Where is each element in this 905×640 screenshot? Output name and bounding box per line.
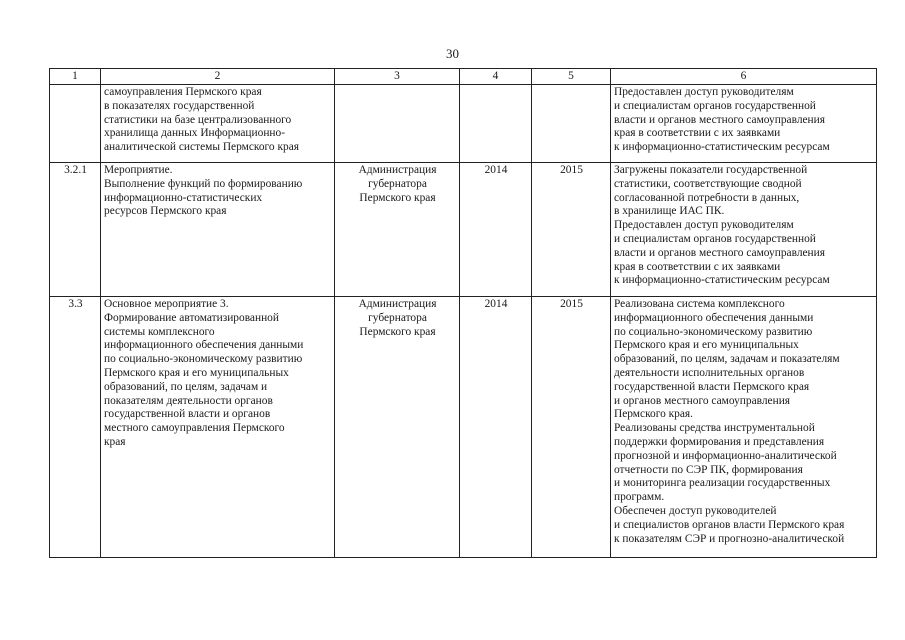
description-line: статистики на базе централизованного — [104, 113, 292, 126]
end-year — [532, 85, 611, 163]
description-line: по социально-экономическому развитию — [104, 353, 303, 366]
executor-line: губернатора — [368, 311, 427, 324]
result-line: и специалистов органов власти Пермского края — [614, 518, 845, 531]
description-line: в показателях государственной — [104, 99, 255, 112]
result-line: согласованной потребности в данных, — [614, 191, 800, 204]
table-row — [50, 163, 877, 297]
result-line: к показателям СЭР и прогнозно-аналитической — [614, 532, 845, 545]
description-line: аналитической системы Пермского края — [104, 141, 300, 154]
column-header: 5 — [532, 69, 611, 85]
executor-line: Администрация — [358, 298, 437, 310]
executor-line: Пермского края — [359, 191, 436, 204]
executor-cell — [335, 297, 460, 558]
description-line: информационного обеспечения данными — [104, 339, 304, 352]
table-header-row — [50, 69, 877, 85]
result-line: государственной власти Пермского края — [614, 380, 810, 393]
description-line: местного самоуправления Пермского — [104, 422, 285, 435]
description-line: Выполнение функций по формированию — [104, 177, 303, 190]
description-line: самоуправления Пермского края — [104, 86, 262, 98]
result-line: Реализованы средства инструментальной — [614, 422, 815, 435]
description-line: Основное мероприятие 3. — [104, 298, 229, 310]
result-line: по социально-экономическому развитию — [614, 325, 813, 338]
description-line: системы комплексного — [104, 325, 215, 338]
column-header: 6 — [611, 69, 877, 85]
result-line: и специалистам органов государственной — [614, 99, 816, 112]
row-number — [50, 85, 101, 163]
table-row — [50, 85, 877, 163]
result-line: в хранилище ИАС ПК. — [614, 205, 725, 218]
description-line: ресурсов Пермского края — [104, 205, 227, 218]
result-line: власти и органов местного самоуправления — [614, 113, 825, 126]
result-line: к информационно-статистическим ресурсам — [614, 141, 830, 154]
result-line: программ. — [614, 491, 665, 504]
executor-line: губернатора — [368, 177, 427, 190]
executor-cell — [335, 85, 460, 163]
executor-line: Администрация — [358, 164, 437, 176]
row-number: 3.2.1 — [50, 163, 101, 297]
expected-result — [611, 297, 877, 558]
result-line: информационного обеспечения данными — [614, 311, 814, 324]
description-line: Мероприятие. — [104, 164, 173, 176]
description-line: государственной власти и органов — [104, 408, 271, 421]
result-line: края в соответствии с их заявками — [614, 260, 781, 273]
activity-description — [101, 85, 335, 163]
column-header: 2 — [101, 69, 335, 85]
result-line: власти и органов местного самоуправления — [614, 246, 825, 259]
expected-result — [611, 163, 877, 297]
activity-description — [101, 163, 335, 297]
result-line: Пермского края и его муниципальных — [614, 339, 799, 352]
result-line: Предоставлен доступ руководителям — [614, 219, 794, 232]
result-line: и мониторинга реализации государственных — [614, 477, 831, 490]
table-row — [50, 297, 877, 558]
activities-table — [49, 68, 877, 558]
description-line: хранилища данных Информационно- — [104, 127, 286, 140]
executor-line: Пермского края — [359, 325, 436, 338]
result-line: края в соответствии с их заявками — [614, 127, 781, 140]
description-line: края — [104, 435, 126, 448]
result-line: Обеспечен доступ руководителей — [614, 504, 777, 517]
result-line: Загружены показатели государственной — [614, 164, 808, 176]
result-line: Предоставлен доступ руководителям — [614, 86, 794, 98]
result-line: образований, по целям, задачам и показателям — [614, 353, 840, 366]
start-year: 2014 — [460, 163, 532, 297]
start-year — [460, 85, 532, 163]
result-line: прогнозной и информационно-аналитической — [614, 449, 837, 462]
result-line: и органов местного самоуправления — [614, 394, 791, 407]
result-line: поддержки формирования и представления — [614, 435, 825, 448]
description-line: показателям деятельности органов — [104, 394, 273, 407]
end-year: 2015 — [532, 297, 611, 558]
description-line: информационно-статистических — [104, 191, 263, 204]
result-line: отчетности по СЭР ПК, формирования — [614, 463, 803, 476]
row-number: 3.3 — [50, 297, 101, 558]
start-year: 2014 — [460, 297, 532, 558]
expected-result — [611, 85, 877, 163]
result-line: и специалистам органов государственной — [614, 232, 816, 245]
result-line: деятельности исполнительных органов — [614, 366, 805, 379]
description-line: образований, по целям, задачам и — [104, 380, 268, 393]
result-line: к информационно-статистическим ресурсам — [614, 274, 830, 287]
executor-cell — [335, 163, 460, 297]
page-number: 30 — [446, 46, 459, 61]
column-header: 3 — [335, 69, 460, 85]
description-line: Формирование автоматизированной — [104, 311, 279, 324]
end-year: 2015 — [532, 163, 611, 297]
activity-description — [101, 297, 335, 558]
result-line: статистики, соответствующие сводной — [614, 177, 802, 190]
result-line: Пермского края. — [614, 408, 694, 421]
result-line: Реализована система комплексного — [614, 298, 785, 310]
description-line: Пермского края и его муниципальных — [104, 366, 289, 379]
column-header: 4 — [460, 69, 532, 85]
column-header: 1 — [50, 69, 101, 85]
